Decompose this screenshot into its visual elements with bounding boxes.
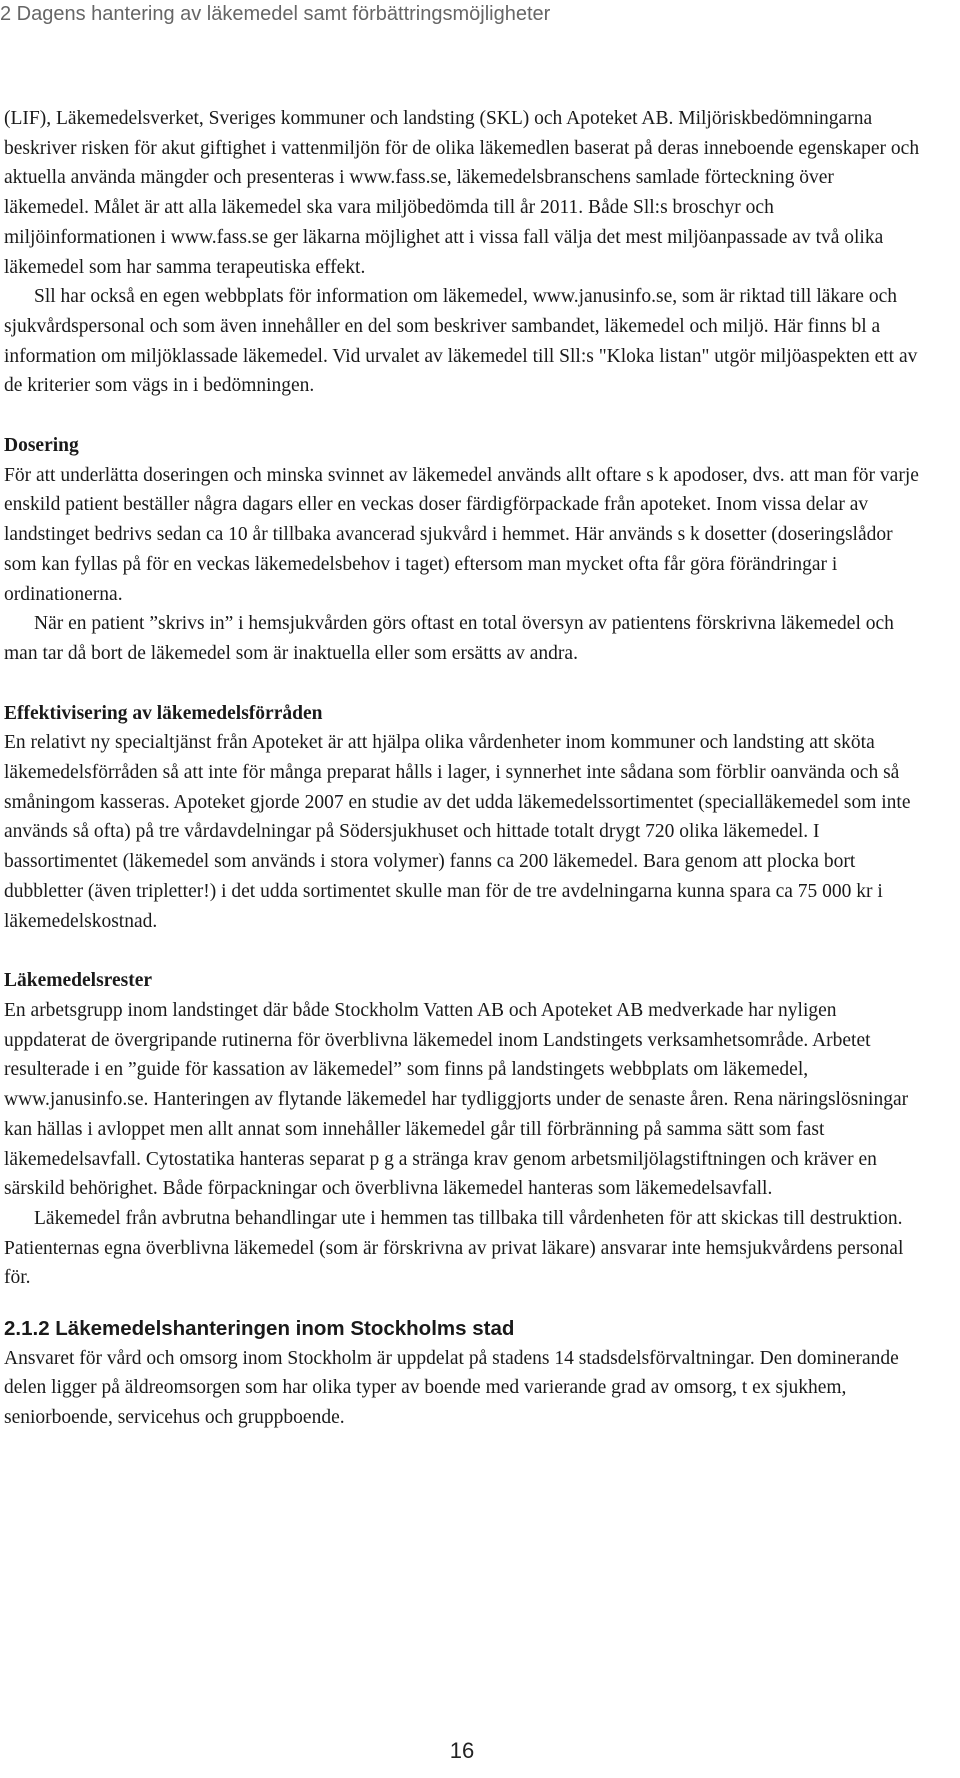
page-number: 16 [449,1738,475,1763]
intro-paragraph-1: (LIF), Läkemedelsverket, Sveriges kommuner och landsting (SKL) och Apoteket AB. Miljöriskbedömningarna beskriver risken för akut giftighet i vattenmiljön för de olika läkemedlen baserat på deras inneboende egenskaper och aktuella använda mängder och presenteras i www.fass.se, läkemedelsbranschens samlade förteckning över läkemedel. Målet är att alla läkemedel ska vara miljöbedömda till år 2011. Både Sll:s broschyr och miljöinformationen i www.fass.se ger läkarna möjlighet att i vissa fall välja det mest miljöanpassade av två olika läkemedel som har samma terapeutiska effekt. [4,108,920,278]
section-heading-2-1-2: 2.1.2 Läkemedelshanteringen inom Stockholms stad [4,1317,515,1341]
section-212-paragraph-1: Ansvaret för vård och omsorg inom Stockholm är uppdelat på stadens 14 stadsdelsförvaltningar. Den dominerande delen ligger på äldreomsorgen som har olika typer av boende med varierande grad av omsorg, t ex sjukhem, seniorboende, servicehus och gruppboende. [4,1347,899,1429]
dosering-paragraph-2: När en patient ”skrivs in” i hemsjukvården görs oftast en total översyn av patientens förskrivna läkemedel och man tar då bort de läkemedel som är inaktuella eller som ersätts av andra. [4,613,894,664]
rester-paragraph-2: Läkemedel från avbrutna behandlingar ute i hemmen tas tillbaka till vårdenheten för att skickas till destruktion. Patienternas egna överblivna läkemedel (som är förskrivna av privat läkare) ansvarar inte hemsjukvårdens personal för. [4,1207,904,1289]
rester-heading: Läkemedelsrester [4,970,153,992]
effektivisering-heading: Effektivisering av läkemedelsförråden [4,702,323,724]
intro-paragraph-2: Sll har också en egen webbplats för information om läkemedel, www.janusinfo.se, som är riktad till läkare och sjukvårdspersonal och som även innehåller en del som beskriver sambandet, läkemedel och miljö. Här finns bl a information om miljöklassade läkemedel. Vid urvalet av läkemedel till Sll:s "Kloka listan" utgör miljöaspekten ett av de kriterier som vägs in i bedömningen. [4,286,918,397]
effektivisering-paragraph-1: En relativt ny specialtjänst från Apoteket är att hjälpa olika vårdenheter inom kommuner och landsting att sköta läkemedelsförråden så att inte för många preparat hålls i lager, i synnerhet inte sådana som förblir oanvända och så småningom kasseras. Apoteket gjorde 2007 en studie av det udda läkemedelssortimentet (specialläkemedel som inte används så ofta) på tre vårdavdelningar på Södersjukhuset och hittade totalt drygt 720 olika läkemedel. I bassortimentet (läkemedel som används i stora volymer) fanns ca 200 läkemedel. Bara genom att plocka bort dubbletter (även tripletter!) i det udda sortimentet skulle man för de tre avdelningarna kunna spara ca 75 000 kr i läkemedelskostnad. [4,732,911,932]
running-header: 2 Dagens hantering av läkemedel samt förbättringsmöjligheter [0,3,551,25]
page-body [4,104,922,1433]
dosering-paragraph-1: För att underlätta doseringen och minska svinnet av läkemedel används allt oftare s k apodoser, dvs. att man för varje enskild patient beställer några dagars eller en veckas doser färdigförpackade från apoteket. Inom vissa delar av landstinget bedrivs sedan ca 10 år tillbaka avancerad sjukvård i hemmet. Här används s k dosetter (doseringslådor som kan fyllas på för en veckas läkemedelsbehov i taget) eftersom man mycket ofta får göra förändringar i ordinationerna. [4,464,919,605]
rester-paragraph-1: En arbetsgrupp inom landstinget där både Stockholm Vatten AB och Apoteket AB medverkade har nyligen uppdaterat de övergripande rutinerna för överblivna läkemedel inom Landstingets verksamhetsområde. Arbetet resulterade i en ”guide för kassation av läkemedel” som finns på landstingets webbplats om läkemedel, www.janusinfo.se. Hanteringen av flytande läkemedel har tydliggjorts under de senaste åren. Rena näringslösningar kan hällas i avloppet men allt annat som innehåller läkemedel går till förbränning på samma sätt som fast läkemedelsavfall. Cytostatika hanteras separat p g a stränga krav genom arbetsmiljölagstiftningen och kräver en särskild behörighet. Både förpackningar och överblivna läkemedel hanteras som läkemedelsavfall. [4,999,909,1200]
dosering-heading: Dosering [4,435,79,457]
